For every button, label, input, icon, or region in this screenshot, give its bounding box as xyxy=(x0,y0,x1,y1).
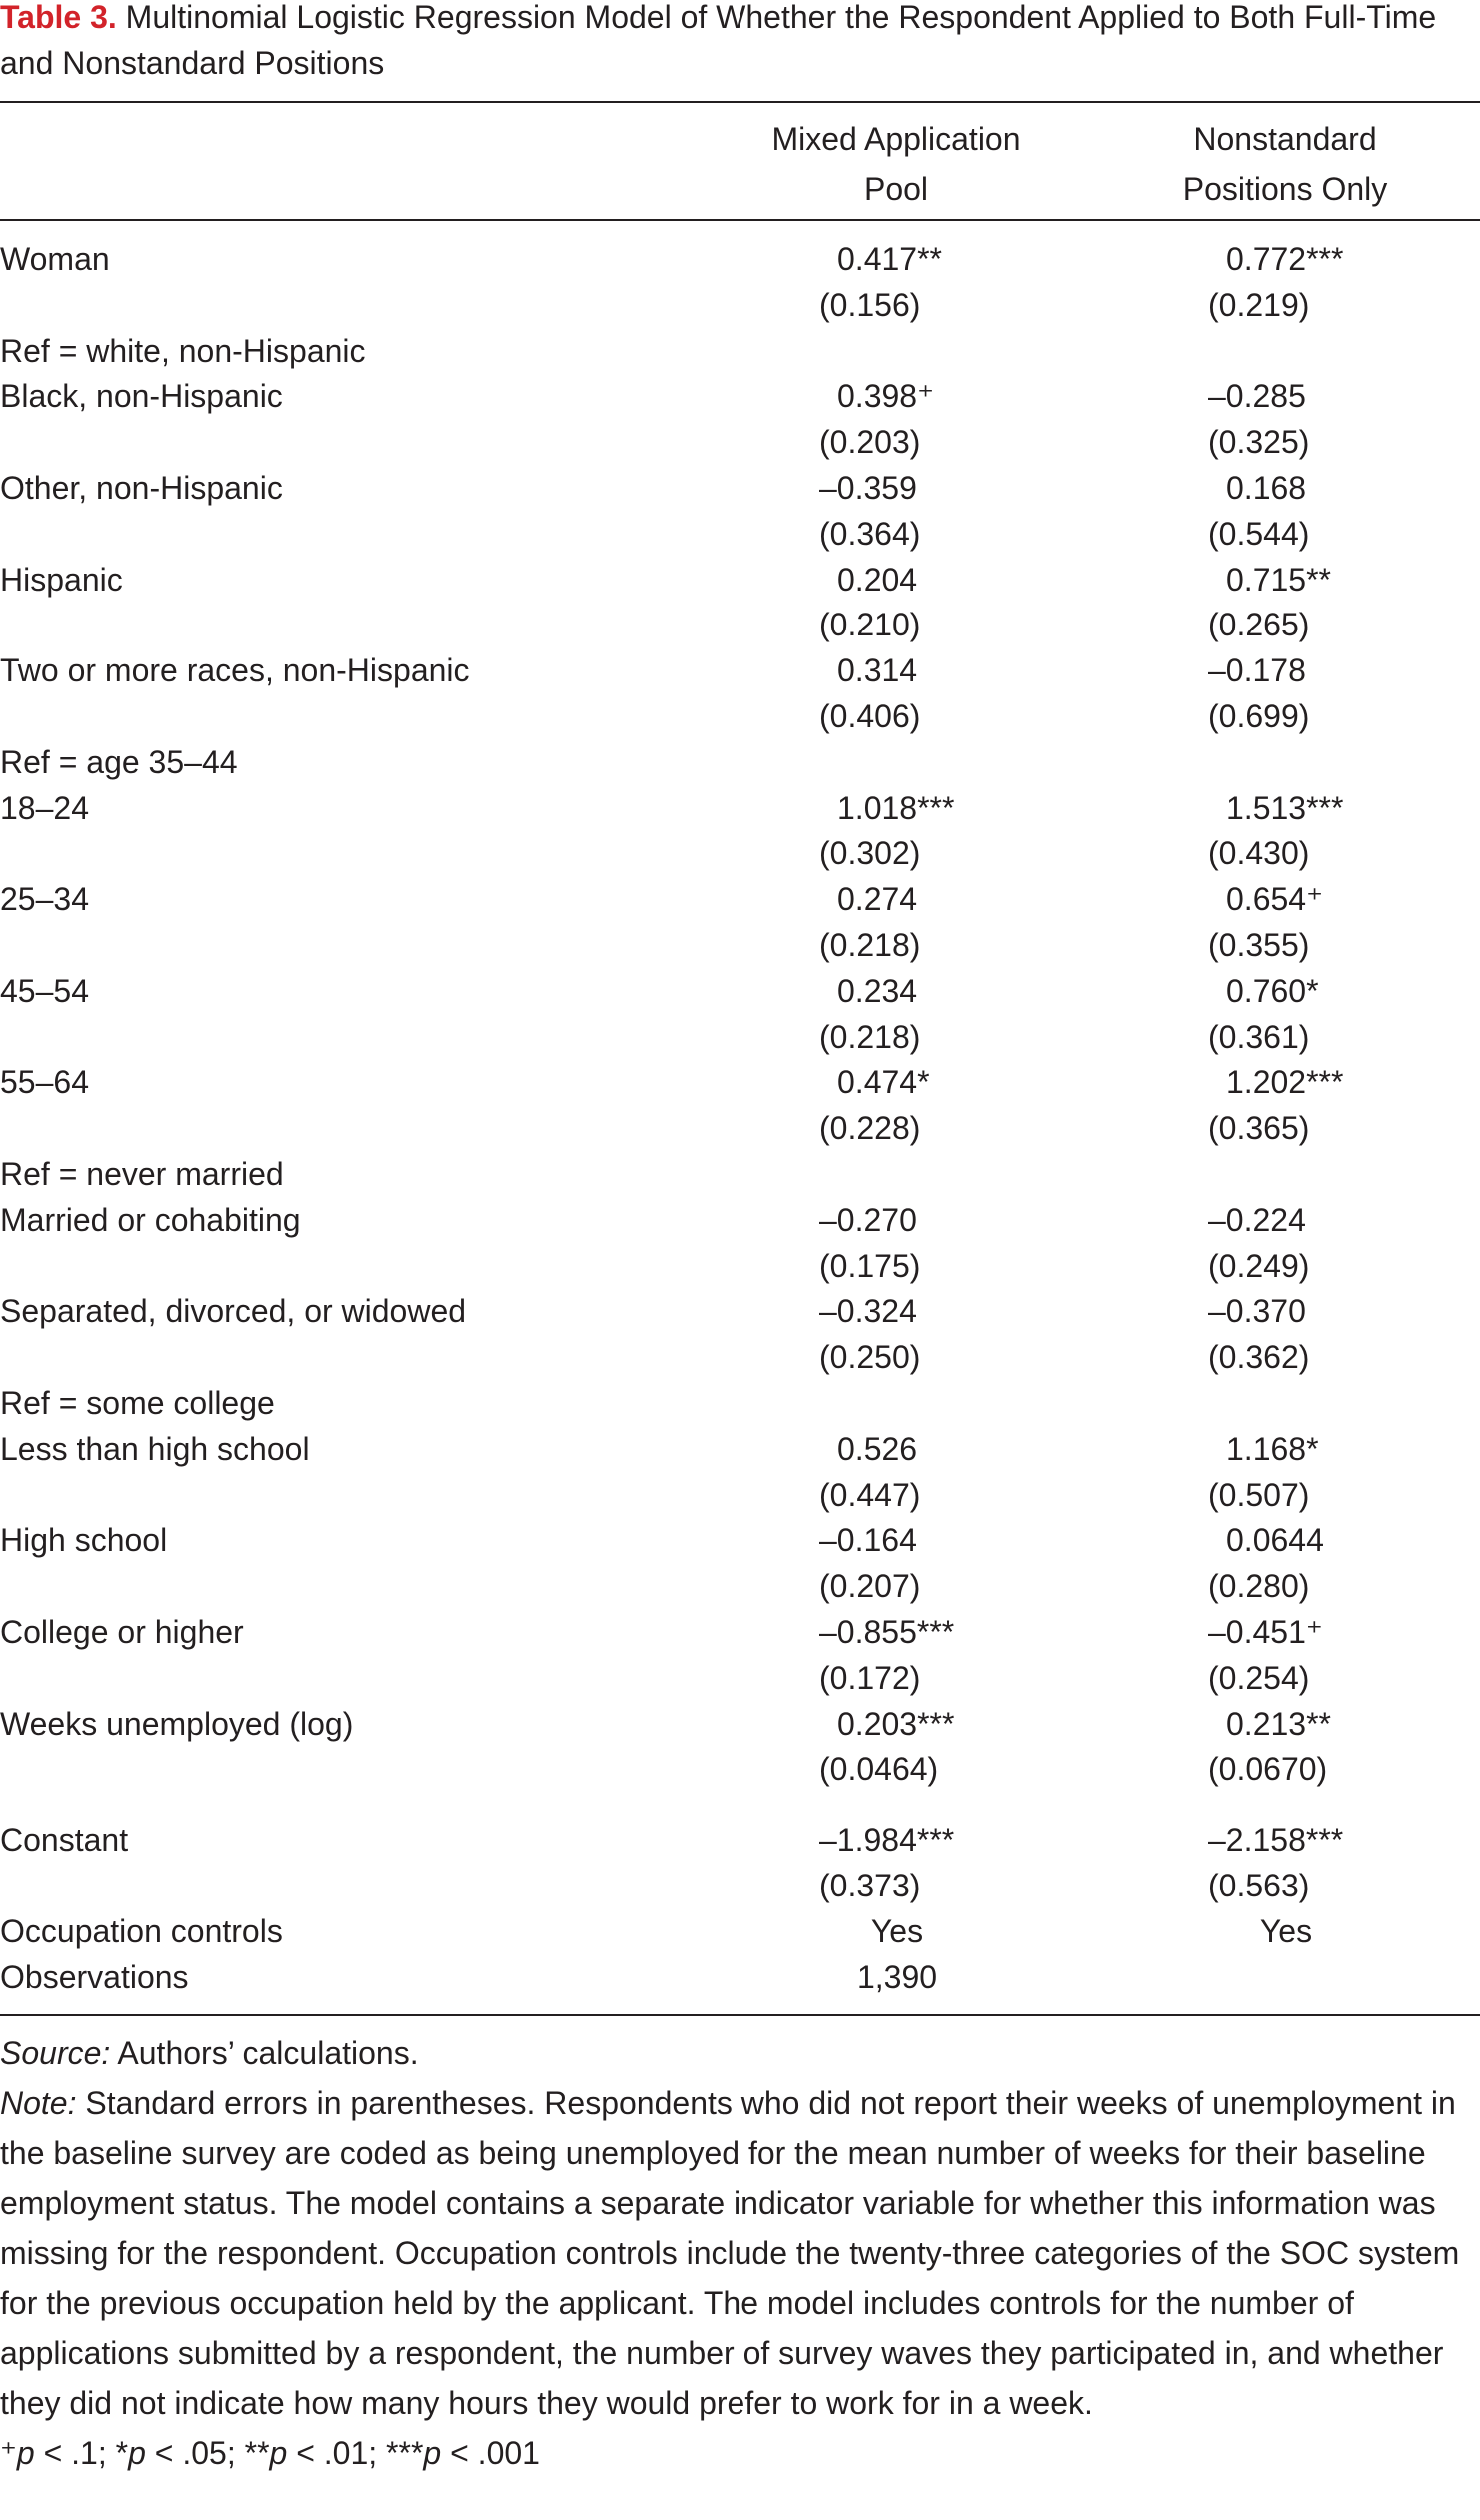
table-row xyxy=(0,1334,1480,1380)
table-title: Multinomial Logistic Regression Model of Whether the Respondent Applied to Both Full-Time and Nonstandard Positions xyxy=(0,0,1437,81)
table-row xyxy=(0,647,1480,693)
note-label: Note: xyxy=(0,2085,77,2121)
cell-nonstandard-only: (0.362) xyxy=(1208,1339,1310,1376)
cell-mixed-pool: (0.218) xyxy=(819,1018,921,1055)
row-label: 25–34 xyxy=(0,881,89,918)
row-label: Two or more races, non-Hispanic xyxy=(0,652,470,689)
cell-nonstandard-only: –0.370 xyxy=(1208,1293,1306,1330)
cell-nonstandard-only: (0.430) xyxy=(1208,835,1310,872)
table-row xyxy=(0,1243,1480,1289)
column-header-line: Pool xyxy=(863,171,929,207)
table-row xyxy=(0,373,1480,419)
table-row xyxy=(0,1426,1480,1472)
cell-nonstandard-only: (0.280) xyxy=(1208,1568,1310,1605)
header-rule xyxy=(0,219,1480,221)
cell-nonstandard-only: –0.451⁺ xyxy=(1208,1614,1323,1650)
row-label: Woman xyxy=(0,241,110,277)
table-row xyxy=(0,1609,1480,1655)
table-row xyxy=(0,1059,1480,1105)
cell-nonstandard-only: (0.249) xyxy=(1208,1247,1310,1284)
table-row xyxy=(0,419,1480,465)
table-row xyxy=(0,1517,1480,1563)
cell-nonstandard-only: –0.285 xyxy=(1208,378,1306,415)
cell-mixed-pool: –0.855*** xyxy=(819,1614,955,1650)
cell-mixed-pool: 0.204 xyxy=(837,561,918,598)
sig-threshold: < .01; xyxy=(287,2435,387,2471)
cell-mixed-pool: 0.274 xyxy=(837,881,918,918)
cell-mixed-pool: (0.406) xyxy=(819,698,921,734)
cell-nonstandard-only: 0.213** xyxy=(1226,1705,1331,1742)
row-label: Ref = some college xyxy=(0,1385,275,1421)
cell-mixed-pool: (0.218) xyxy=(819,927,921,963)
table-row xyxy=(0,1472,1480,1518)
cell-nonstandard-only: 0.654⁺ xyxy=(1226,881,1323,918)
sig-p: p xyxy=(269,2435,288,2471)
cell-nonstandard-only: (0.361) xyxy=(1208,1018,1310,1055)
table-row xyxy=(0,1863,1480,1908)
table-row xyxy=(0,236,1480,282)
cell-nonstandard-only: (0.563) xyxy=(1208,1868,1310,1903)
cell-mixed-pool: –1.984*** xyxy=(819,1822,955,1859)
column-header-line: Nonstandard xyxy=(1193,121,1377,157)
table-row xyxy=(0,693,1480,739)
cell-mixed-pool: (0.207) xyxy=(819,1568,921,1605)
row-label: Ref = never married xyxy=(0,1156,284,1192)
sig-p: p xyxy=(16,2435,35,2471)
cell-mixed-pool: (0.364) xyxy=(819,515,921,552)
table-row xyxy=(0,1105,1480,1151)
cell-nonstandard-only: 0.772*** xyxy=(1226,241,1344,277)
column-header-line: Mixed Application xyxy=(771,121,1021,157)
cell-mixed-pool: –0.270 xyxy=(819,1201,917,1238)
cell-nonstandard-only: (0.325) xyxy=(1208,424,1310,461)
cell-mixed-pool: 0.203*** xyxy=(837,1705,955,1742)
row-label: Weeks unemployed (log) xyxy=(0,1705,354,1742)
cell-mixed-pool: (0.203) xyxy=(819,424,921,461)
cell-mixed-pool: (0.0464) xyxy=(819,1751,939,1788)
sig-symbol: *** xyxy=(386,2435,424,2471)
column-header-line: Positions Only xyxy=(1182,171,1388,207)
cell-mixed-pool: 0.474* xyxy=(837,1064,930,1101)
row-label: Occupation controls xyxy=(0,1912,283,1949)
row-label: 45–54 xyxy=(0,972,89,1009)
source-text: Authors’ calculations. xyxy=(110,2035,419,2071)
sig-threshold: < .1; xyxy=(34,2435,116,2471)
table-row xyxy=(0,830,1480,876)
cell-nonstandard-only: 1.202*** xyxy=(1226,1064,1344,1101)
row-label: Separated, divorced, or widowed xyxy=(0,1293,467,1330)
row-label: Less than high school xyxy=(0,1430,310,1467)
cell-mixed-pool: 0.314 xyxy=(837,652,918,689)
cell-mixed-pool: (0.373) xyxy=(819,1868,921,1903)
sig-p: p xyxy=(423,2435,442,2471)
sig-symbol: ⁺ xyxy=(0,2435,17,2471)
table-row xyxy=(0,922,1480,968)
sig-threshold: < .05; xyxy=(145,2435,245,2471)
table-row xyxy=(0,1701,1480,1747)
table-row xyxy=(0,1014,1480,1060)
cell-mixed-pool: (0.250) xyxy=(819,1339,921,1376)
cell-nonstandard-only: 1.168* xyxy=(1226,1430,1319,1467)
row-label: High school xyxy=(0,1522,168,1559)
significance-note xyxy=(0,2428,1480,2478)
cell-nonstandard-only: (0.365) xyxy=(1208,1110,1310,1147)
source-note xyxy=(0,2028,1480,2078)
table-row xyxy=(0,465,1480,511)
table-row xyxy=(0,1817,1480,1863)
general-note xyxy=(0,2078,1480,2428)
row-label: 18–24 xyxy=(0,789,89,826)
cell-mixed-pool: Yes xyxy=(870,1912,924,1949)
cell-nonstandard-only: (0.544) xyxy=(1208,515,1310,552)
table-row xyxy=(0,1655,1480,1701)
cell-mixed-pool: 1.018*** xyxy=(837,789,955,826)
row-label: Ref = white, non-Hispanic xyxy=(0,332,366,369)
table-row xyxy=(0,1746,1480,1792)
table-row xyxy=(0,328,1480,374)
row-label: Black, non-Hispanic xyxy=(0,378,283,415)
cell-nonstandard-only: (0.0670) xyxy=(1208,1751,1328,1788)
cell-mixed-pool: –0.164 xyxy=(819,1522,917,1559)
table-row xyxy=(0,1954,1480,2000)
table-row xyxy=(0,1563,1480,1609)
cell-mixed-pool: 1,390 xyxy=(856,1958,938,1995)
cell-nonstandard-only: 1.513*** xyxy=(1226,789,1344,826)
top-rule xyxy=(0,101,1480,103)
sig-symbol: ** xyxy=(244,2435,270,2471)
bottom-rule xyxy=(0,2014,1480,2016)
table-row xyxy=(0,739,1480,785)
cell-mixed-pool: –0.359 xyxy=(819,470,917,506)
row-label: Married or cohabiting xyxy=(0,1201,301,1238)
cell-nonstandard-only: (0.219) xyxy=(1208,286,1310,323)
column-header-nonstandard xyxy=(1075,114,1480,214)
cell-nonstandard-only: (0.254) xyxy=(1208,1659,1310,1696)
sig-threshold: < .001 xyxy=(441,2435,540,2471)
sig-p: p xyxy=(128,2435,146,2471)
cell-nonstandard-only: Yes xyxy=(1259,1912,1313,1949)
table-row xyxy=(0,968,1480,1014)
cell-nonstandard-only: 0.760* xyxy=(1226,972,1319,1009)
row-label: Hispanic xyxy=(0,561,123,598)
row-label: 55–64 xyxy=(0,1064,89,1101)
table-row xyxy=(0,1288,1480,1334)
cell-mixed-pool: –0.324 xyxy=(819,1293,917,1330)
row-label: Other, non-Hispanic xyxy=(0,470,283,506)
table-number: Table 3. xyxy=(0,0,117,35)
table-notes xyxy=(0,2028,1480,2478)
row-label: Ref = age 35–44 xyxy=(0,743,238,780)
table-row xyxy=(0,1908,1480,1954)
cell-nonstandard-only: (0.507) xyxy=(1208,1476,1310,1513)
cell-mixed-pool: (0.172) xyxy=(819,1659,921,1696)
cell-mixed-pool: 0.417** xyxy=(837,241,942,277)
row-label: College or higher xyxy=(0,1614,244,1650)
row-label: Constant xyxy=(0,1822,129,1859)
table-row xyxy=(0,1380,1480,1426)
note-text: Standard errors in parentheses. Respondents who did not report their weeks of unemployment in the baseline survey are coded as being unemployed for the mean number of weeks for their baseline employment status. The model contains a separate indicator variable for whether this information was missing for the respondent. Occupation controls include the twenty-three categories of the SOC system for the previous occupation held by the applicant. The model includes controls for the number of applications submitted by a respondent, the number of survey waves they participated in, and whether they did not indicate how many hours they would prefer to work for in a week. xyxy=(0,2085,1460,2421)
cell-nonstandard-only: 0.168 xyxy=(1226,470,1307,506)
cell-nonstandard-only: –0.178 xyxy=(1208,652,1306,689)
table-row xyxy=(0,876,1480,922)
cell-mixed-pool: (0.228) xyxy=(819,1110,921,1147)
cell-mixed-pool: (0.302) xyxy=(819,835,921,872)
cell-mixed-pool: (0.156) xyxy=(819,286,921,323)
cell-mixed-pool: 0.398⁺ xyxy=(837,378,934,415)
cell-mixed-pool: 0.234 xyxy=(837,972,918,1009)
source-label: Source: xyxy=(0,2035,111,2071)
cell-mixed-pool: (0.210) xyxy=(819,607,921,643)
cell-mixed-pool: (0.175) xyxy=(819,1247,921,1284)
table-caption xyxy=(0,0,1459,86)
cell-nonstandard-only: –0.224 xyxy=(1208,1201,1306,1238)
cell-nonstandard-only: (0.355) xyxy=(1208,927,1310,963)
sig-symbol: * xyxy=(115,2435,129,2471)
table-row xyxy=(0,557,1480,603)
table-row xyxy=(0,1151,1480,1197)
table-row xyxy=(0,1197,1480,1243)
table-row xyxy=(0,602,1480,647)
cell-nonstandard-only: (0.265) xyxy=(1208,607,1310,643)
cell-nonstandard-only: –2.158*** xyxy=(1208,1822,1344,1859)
cell-nonstandard-only: 0.0644 xyxy=(1226,1522,1324,1559)
column-header-mixed xyxy=(687,114,1106,214)
row-label: Observations xyxy=(0,1958,189,1995)
table-row xyxy=(0,282,1480,328)
table-row xyxy=(0,511,1480,557)
table-row xyxy=(0,785,1480,831)
cell-mixed-pool: (0.447) xyxy=(819,1476,921,1513)
cell-mixed-pool: 0.526 xyxy=(837,1430,918,1467)
cell-nonstandard-only: (0.699) xyxy=(1208,698,1310,734)
cell-nonstandard-only: 0.715** xyxy=(1226,561,1331,598)
